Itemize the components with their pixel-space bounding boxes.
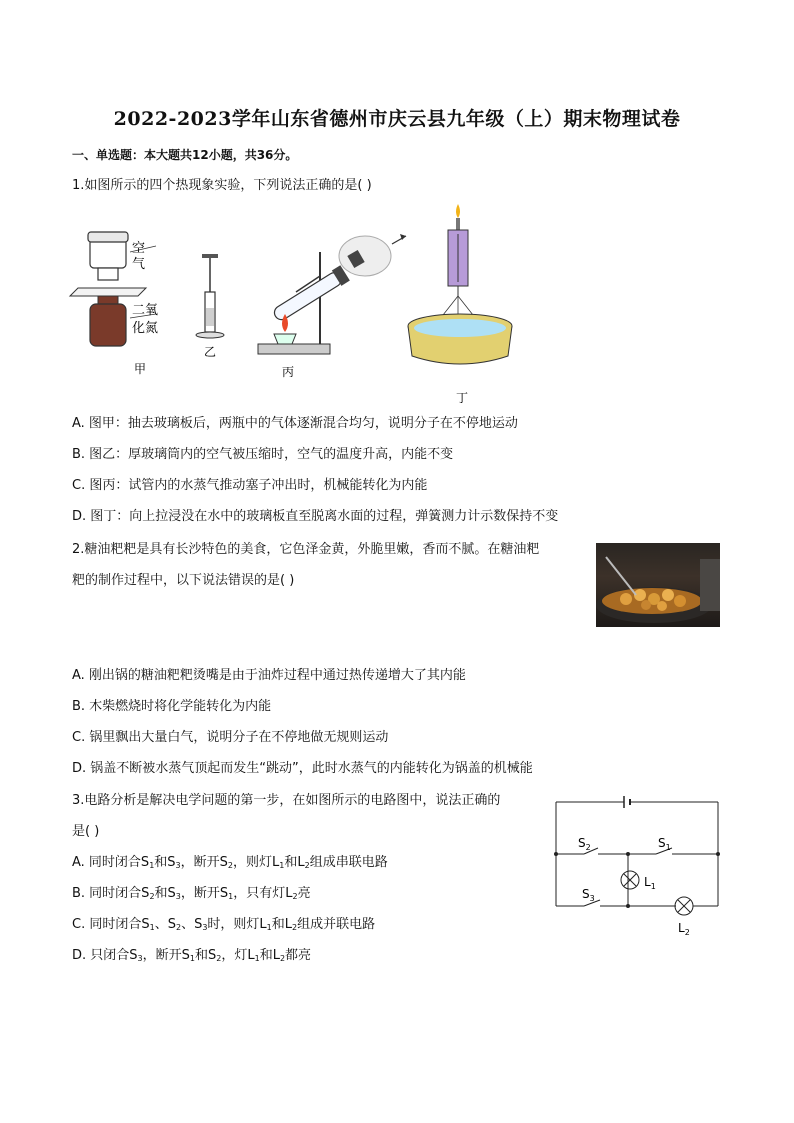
label-ding: 丁 <box>456 391 469 405</box>
q1-option-c: C. 图丙：试管内的水蒸气推动塞子冲出时，机械能转化为内能 <box>72 478 428 493</box>
figure-ding <box>408 204 512 364</box>
q3-stem-1: 3.电路分析是解决电学问题的第一步，在如图所示的电路图中，说法正确的 <box>72 793 501 808</box>
label-l1: $L_1$ <box>644 875 656 891</box>
label-l2: $L_2$ <box>678 921 690 937</box>
q1-option-a: A. 图甲：抽去玻璃板后，两瓶中的气体逐渐混合均匀，说明分子在不停地运动 <box>72 416 518 431</box>
label-jia: 甲 <box>134 362 147 376</box>
q2-stem-1: 2.糖油粑粑是具有长沙特色的美食，它色泽金黄，外脆里嫩，香而不腻。在糖油粑 <box>72 542 540 557</box>
page-title: 2022-2023学年山东省德州市庆云县九年级（上）期末物理试卷 <box>113 108 681 130</box>
q3-option-b: B. 同时闭合$S_2$和$S_3$，断开$S_1$，只有灯$L_2$亮 <box>72 886 311 901</box>
label-s1: $S_1$ <box>658 836 671 852</box>
q1-stem: 1.如图所示的四个热现象实验，下列说法正确的是( ) <box>72 178 372 193</box>
label-bing: 丙 <box>282 365 295 379</box>
label-no2-1: 二氧 <box>132 303 159 318</box>
label-s3: $S_3$ <box>582 887 595 903</box>
q3-stem-2: 是( ) <box>72 824 100 839</box>
label-yi: 乙 <box>204 345 217 359</box>
q3-option-a: A. 同时闭合$S_1$和$S_3$，断开$S_2$，则灯$L_1$和$L_2$组成串联电路 <box>72 855 388 870</box>
q3-option-d: D. 只闭合$S_3$，断开$S_1$和$S_2$，灯$L_1$和$L_2$都亮 <box>72 948 312 963</box>
q1-option-d: D. 图丁：向上拉浸没在水中的玻璃板直至脱离水面的过程，弹簧测力计示数保持不变 <box>72 509 559 524</box>
fried-food-photo <box>596 543 720 627</box>
label-air-1: 空 <box>132 241 146 256</box>
label-no2-2: 化氮 <box>132 321 159 336</box>
q3-option-c: C. 同时闭合$S_1$、$S_2$、$S_3$时，则灯$L_1$和$L_2$组成并联电路 <box>72 917 376 932</box>
section-heading: 一、单选题：本大题共12小题，共36分。 <box>72 148 298 162</box>
figure-yi <box>196 254 224 338</box>
figure-bing <box>258 234 406 354</box>
q2-option-b: B. 木柴燃烧时将化学能转化为内能 <box>72 699 272 714</box>
label-s2: $S_2$ <box>578 836 591 852</box>
label-air-2: 气 <box>132 257 146 272</box>
q2-option-c: C. 锅里飘出大量白气，说明分子在不停地做无规则运动 <box>72 730 389 745</box>
q2-option-d: D. 锅盖不断被水蒸气顶起而发生“跳动”，此时水蒸气的内能转化为锅盖的机械能 <box>72 761 533 776</box>
q1-option-b: B. 图乙：厚玻璃筒内的空气被压缩时，空气的温度升高，内能不变 <box>72 447 454 462</box>
circuit-diagram <box>548 792 728 942</box>
q2-stem-2: 粑的制作过程中，以下说法错误的是( ) <box>72 573 295 588</box>
q2-option-a: A. 刚出锅的糖油粑粑烫嘴是由于油炸过程中通过热传递增大了其内能 <box>72 668 466 683</box>
q1-figure <box>60 196 530 406</box>
